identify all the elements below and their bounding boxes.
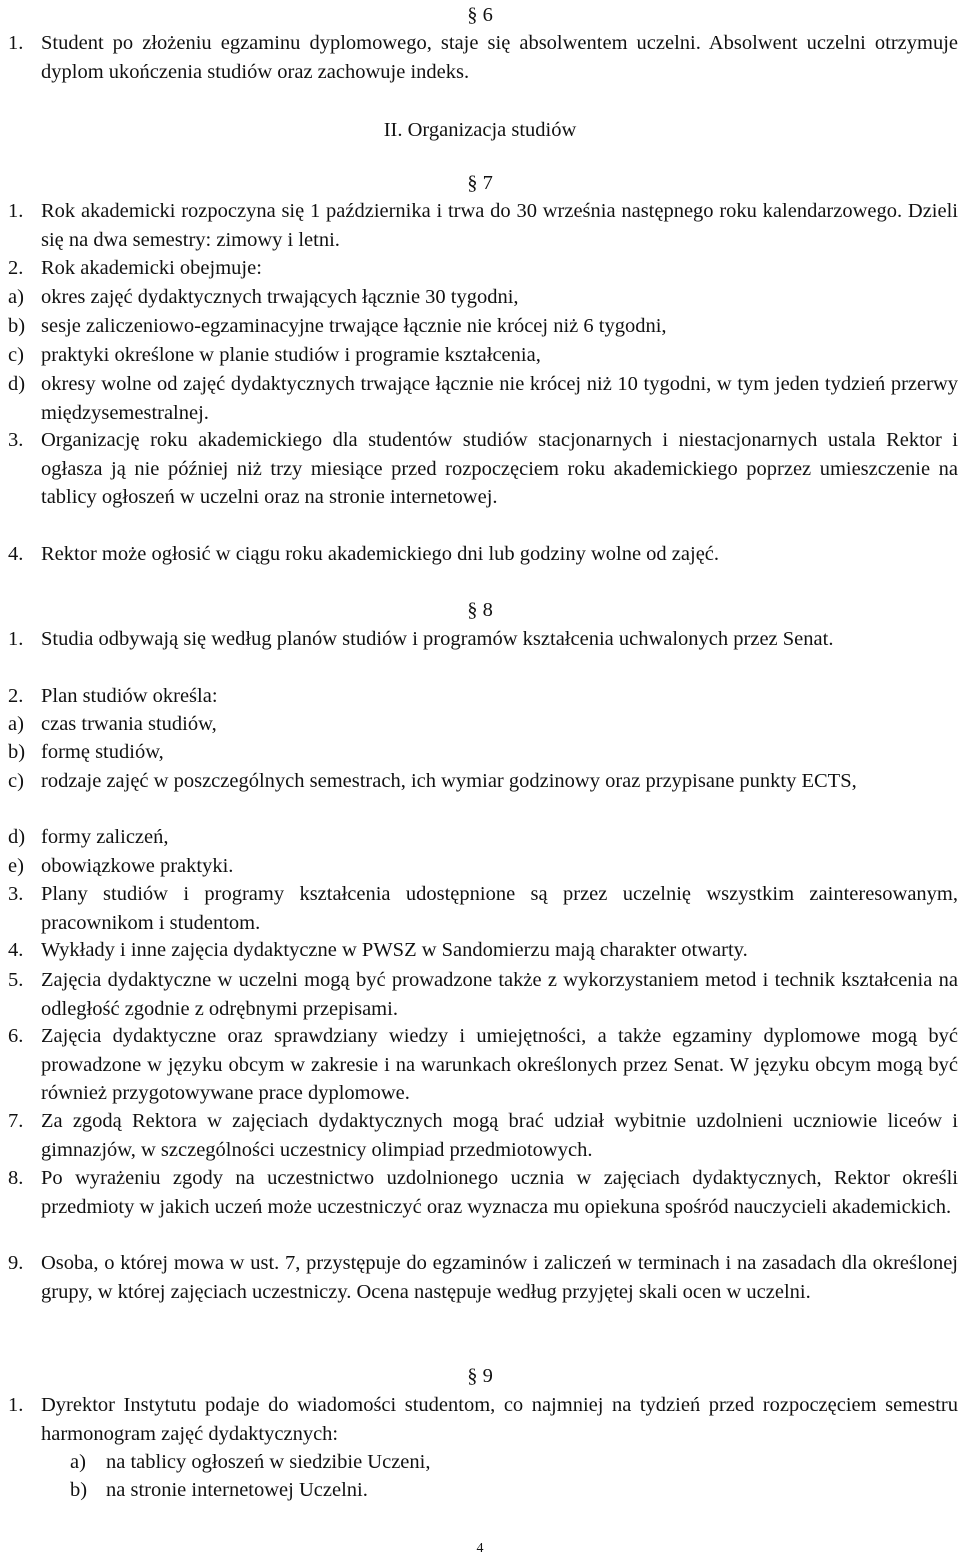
section-6-title: § 6 (467, 4, 493, 26)
s8-p5-text: Zajęcia dydaktyczne w uczelni mogą być prowadzone także z wykorzystaniem metod i technik kształcenia na odległość zgodnie z odrębnymi przepisami. (41, 969, 958, 1020)
s8-p2-number: 2. (8, 685, 24, 707)
chapter-heading: II. Organizacja studiów (383, 119, 577, 141)
s8-c-text: rodzaje zajęć w poszczególnych semestrach, ich wymiar godzinowy oraz przypisane punkty ECTS, (41, 770, 857, 792)
s8-p6-number: 6. (8, 1025, 24, 1047)
s7-p1-number: 1. (8, 200, 24, 222)
s7-d-text: okresy wolne od zajęć dydaktycznych trwające łącznie nie krócej niż 10 tygodni, w tym jeden tydzień przerwy międzysemestralnej. (41, 373, 958, 424)
s8-b-letter: b) (8, 741, 26, 763)
s8-a-text: czas trwania studiów, (41, 713, 217, 735)
s8-p2-text: Plan studiów określa: (41, 685, 218, 707)
s8-p6-text: Zajęcia dydaktyczne oraz sprawdziany wiedzy i umiejętności, a także egzaminy dyplomowe mogą być prowadzone w języku obcym w zakresie i na warunkach określonych przez Senat. W języku obcym mogą być również przygotowywane prace dyplomowe. (41, 1025, 958, 1104)
s8-p9-text: Osoba, o której mowa w ust. 7, przystępuje do egzaminów i zaliczeń w terminach i na zasadach dla określonej grupy, w której zajęciach uczestniczy. Ocena następuje według przyjętej skali ocen w uczelni. (41, 1252, 958, 1303)
s7-a-text: okres zajęć dydaktycznych trwających łącznie 30 tygodni, (41, 286, 519, 308)
s7-p4-text: Rektor może ogłosić w ciągu roku akademickiego dni lub godziny wolne od zajęć. (41, 543, 720, 565)
s8-a-letter: a) (8, 713, 24, 735)
s8-p4-number: 4. (8, 939, 24, 961)
s7-p4-number: 4. (8, 543, 24, 565)
s8-p4-text: Wykłady i inne zajęcia dydaktyczne w PWSZ w Sandomierzu mają charakter otwarty. (41, 939, 748, 961)
s8-d-letter: d) (8, 826, 26, 848)
s8-p3-text: Plany studiów i programy kształcenia udostępnione są przez uczelnię wszystkim zainteresowanym, pracownikom i studentom. (41, 883, 958, 934)
s7-d-letter: d) (8, 373, 26, 395)
s9-p1-text: Dyrektor Instytutu podaje do wiadomości studentom, co najmniej na tydzień przed rozpoczęciem semestru harmonogram zajęć dydaktycznych: (41, 1394, 958, 1445)
s7-p1-text: Rok akademicki rozpoczyna się 1 października i trwa do 30 września następnego roku kalendarzowego. Dzieli się na dwa semestry: zimowy i letni. (41, 200, 958, 251)
s7-a-letter: a) (8, 286, 24, 308)
page-number: 4 (476, 1541, 484, 1556)
section-9-title: § 9 (467, 1365, 493, 1387)
s8-c-letter: c) (8, 770, 24, 792)
s8-b-text: formę studiów, (41, 741, 164, 763)
section-8-title: § 8 (467, 599, 493, 621)
s8-e-text: obowiązkowe praktyki. (41, 855, 234, 877)
s8-p9-number: 9. (8, 1252, 24, 1274)
s7-b-letter: b) (8, 315, 26, 337)
s8-p1-number: 1. (8, 628, 24, 650)
s9-a-letter: a) (70, 1451, 86, 1473)
s7-c-letter: c) (8, 344, 24, 366)
s8-p3-number: 3. (8, 883, 24, 905)
s9-p1-number: 1. (8, 1394, 24, 1416)
s7-p3-number: 3. (8, 429, 24, 451)
s8-p5-number: 5. (8, 969, 24, 991)
s8-d-text: formy zaliczeń, (41, 826, 169, 848)
s8-p8-number: 8. (8, 1167, 24, 1189)
s7-p3-text: Organizację roku akademickiego dla studentów studiów stacjonarnych i niestacjonarnych ustala Rektor i ogłasza ją nie później niż trzy miesiące przed rozpoczęciem roku akademickiego poprzez umieszczenie na tablicy ogłoszeń w uczelni oraz na stronie internetowej. (41, 429, 958, 508)
s8-p8-text: Po wyrażeniu zgody na uczestnictwo uzdolnionego ucznia w zajęciach dydaktycznych, Rektor określi przedmioty w jakich uczeń może uczestniczyć oraz wyznacza mu opiekuna spośród nauczycieli akademickich. (41, 1167, 958, 1218)
s9-b-letter: b) (70, 1479, 88, 1501)
s6-p1-text: Student po złożeniu egzaminu dyplomowego, staje się absolwentem uczelni. Absolwent uczelni otrzymuje dyplom ukończenia studiów oraz zachowuje indeks. (41, 32, 958, 83)
s9-a-text: na tablicy ogłoszeń w siedzibie Uczeni, (106, 1451, 431, 1473)
s9-b-text: na stronie internetowej Uczelni. (106, 1479, 368, 1501)
s7-c-text: praktyki określone w planie studiów i programie kształcenia, (41, 344, 541, 366)
s8-p7-number: 7. (8, 1110, 24, 1132)
s6-p1-number: 1. (8, 32, 24, 54)
s8-p1-text: Studia odbywają się według planów studiów i programów kształcenia uchwalonych przez Senat. (41, 628, 834, 650)
s7-b-text: sesje zaliczeniowo-egzaminacyjne trwające łącznie nie krócej niż 6 tygodni, (41, 315, 667, 337)
s8-e-letter: e) (8, 855, 24, 877)
s7-p2-number: 2. (8, 257, 24, 279)
s8-p7-text: Za zgodą Rektora w zajęciach dydaktycznych mogą brać udział wybitnie uzdolnieni uczniowie liceów i gimnazjów, w szczególności uczestnicy olimpiad przedmiotowych. (41, 1110, 958, 1161)
s7-p2-text: Rok akademicki obejmuje: (41, 257, 262, 279)
section-7-title: § 7 (467, 172, 493, 194)
